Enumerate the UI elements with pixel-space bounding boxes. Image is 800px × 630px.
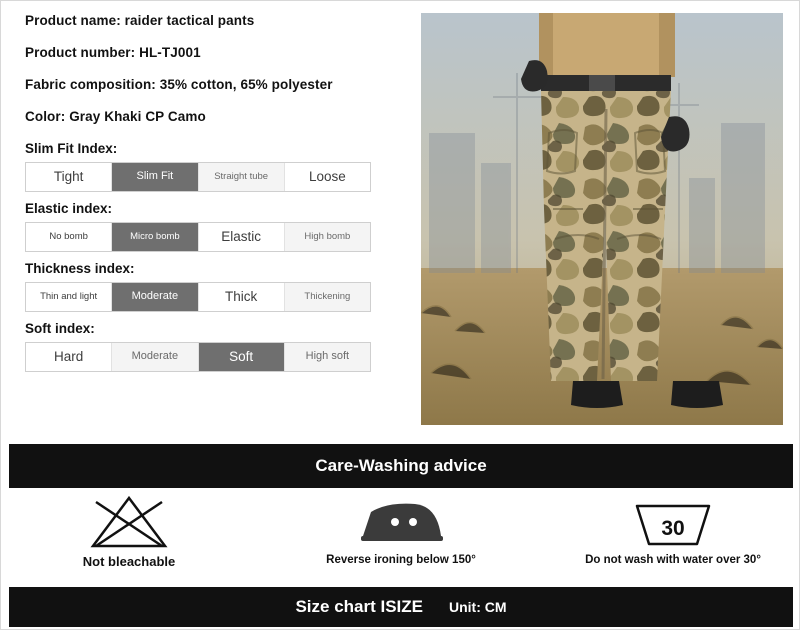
scale-segment: Hard xyxy=(26,343,112,371)
wash-30-icon xyxy=(623,494,723,550)
scale-segment: Loose xyxy=(308,168,346,184)
index-title: Soft index: xyxy=(25,321,95,336)
scale-segment: High bomb xyxy=(285,223,370,251)
scale-segment: High soft xyxy=(285,343,370,371)
top-section xyxy=(1,1,800,436)
scale-segment-selected: Micro bomb xyxy=(112,223,198,251)
no-bleach-icon xyxy=(86,494,172,550)
care-item-wash-temp xyxy=(573,494,773,566)
scale-segment: Moderate xyxy=(112,343,198,371)
index-thickness xyxy=(25,261,405,312)
iron-two-dots-icon xyxy=(353,494,449,550)
scale-segment: Elastic xyxy=(199,223,285,251)
scale-segment: Tight xyxy=(26,163,112,191)
spec-color: Color: Gray Khaki CP Camo xyxy=(25,109,206,124)
product-photo xyxy=(421,13,783,425)
scale-segment: Thick xyxy=(199,283,285,311)
svg-text:30: 30 xyxy=(661,517,685,540)
care-caption: Do not wash with water over 30° xyxy=(585,554,761,566)
care-icons-row xyxy=(9,488,793,580)
product-spec-list xyxy=(25,13,405,381)
spec-product-name: Product name: raider tactical pants xyxy=(25,13,255,28)
spec-product-number: Product number: HL-TJ001 xyxy=(25,45,201,60)
index-elastic xyxy=(25,201,405,252)
spec-fabric-composition: Fabric composition: 35% cotton, 65% polyester xyxy=(25,77,333,92)
scale-segment: Thickening xyxy=(285,283,370,311)
index-scale xyxy=(25,162,371,192)
size-chart-band xyxy=(9,587,793,627)
care-item-iron xyxy=(301,494,501,566)
care-caption: Not bleachable xyxy=(82,554,176,569)
index-scale xyxy=(25,342,371,372)
index-soft xyxy=(25,321,405,372)
index-title: Slim Fit Index: xyxy=(25,141,118,156)
index-slim-fit xyxy=(25,141,405,192)
scale-segment: Thin and light xyxy=(26,283,112,311)
scale-segment-selected: Soft xyxy=(199,343,285,371)
care-washing-band xyxy=(9,444,793,488)
index-title: Elastic index: xyxy=(25,201,113,216)
scale-segment: No bomb xyxy=(26,223,112,251)
index-scale xyxy=(25,282,371,312)
size-chart-unit: Unit: CM xyxy=(449,599,507,615)
scale-segment-selected: Slim Fit xyxy=(112,163,198,191)
care-item-no-bleach xyxy=(29,494,229,569)
product-photo-image xyxy=(421,13,783,425)
scale-segment: Straight tube xyxy=(199,163,285,191)
scale-segment-selected: Moderate xyxy=(112,283,198,311)
care-caption: Reverse ironing below 150° xyxy=(326,554,476,566)
care-washing-title: Care-Washing advice xyxy=(315,456,487,475)
index-title: Thickness index: xyxy=(25,261,135,276)
size-chart-title: Size chart ISIZE xyxy=(295,597,423,616)
index-scale xyxy=(25,222,371,252)
